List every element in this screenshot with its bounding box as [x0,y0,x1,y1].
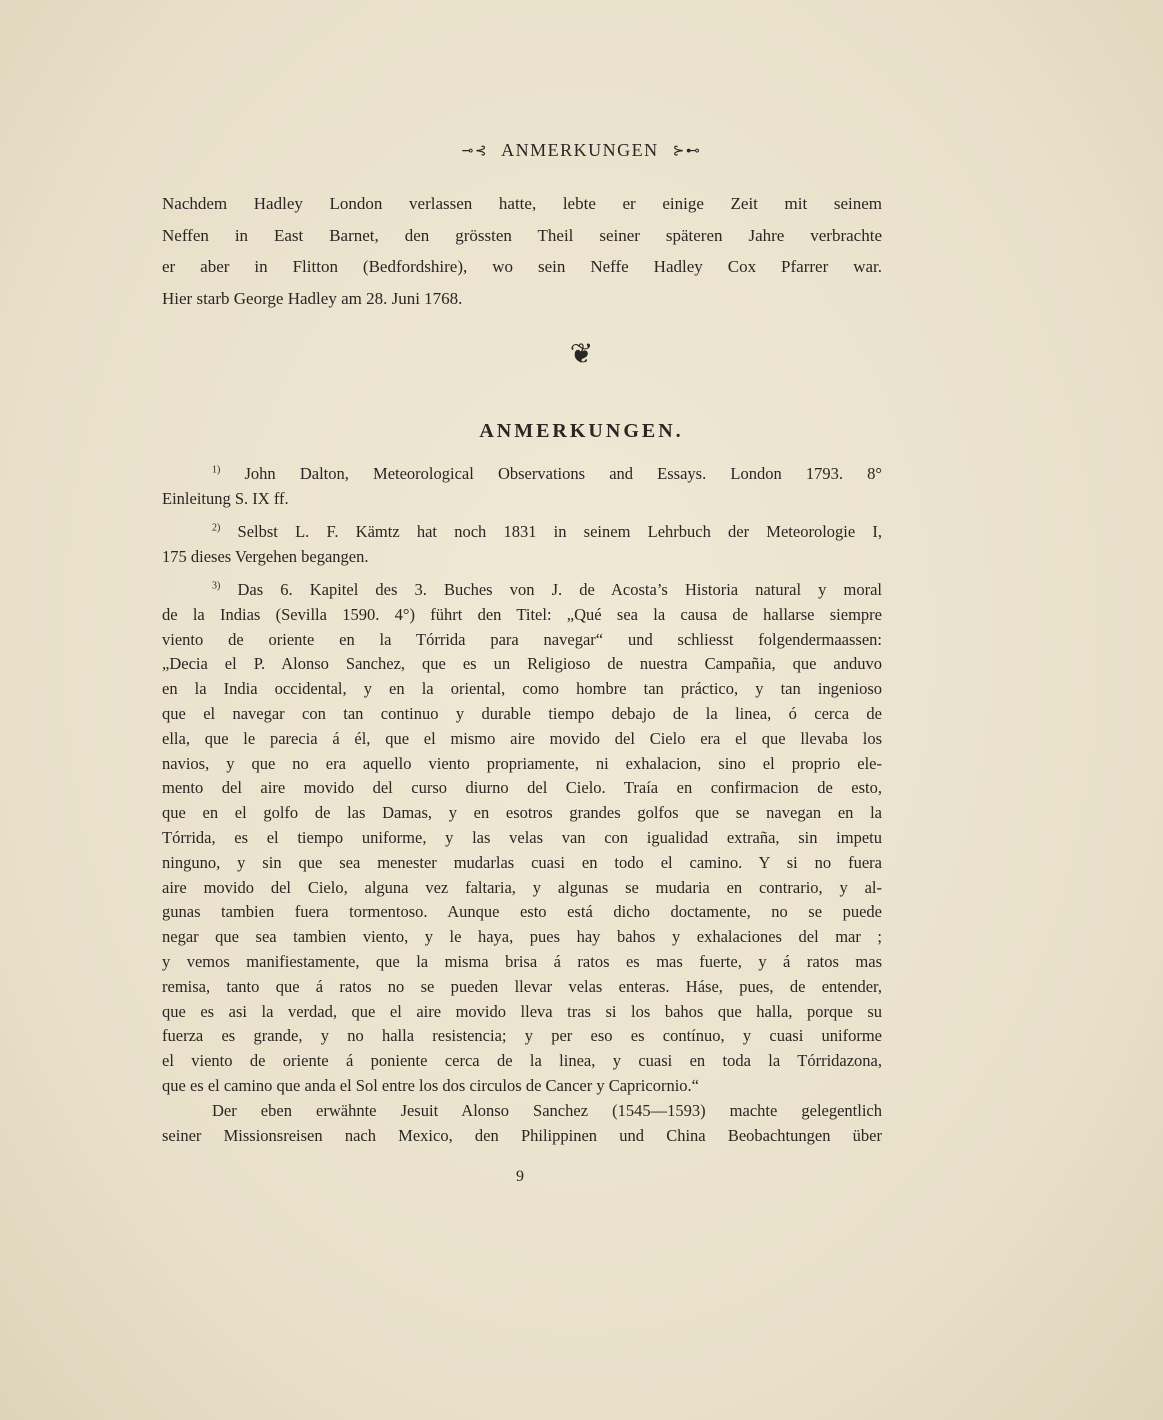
note-marker: 1) [212,464,221,476]
text-line: fuerza es grande, y no halla resistencia; y per eso es contínuo, y cuasi uniforme [162,1026,882,1046]
ornament-left-icon: ⊸⊰ [461,144,489,160]
text-line: seiner Missionsreisen nach Mexico, den Philippinen und China Beobachtungen über [162,1125,882,1145]
intro-paragraph [162,188,882,314]
text-line [162,520,882,545]
text-line: 175 dieses Vergehen begangen. [162,546,369,566]
text-line: Neffen in East Barnet, den grössten Theil seiner späteren Jahre verbrachte [162,225,882,245]
text-line [162,578,882,603]
page-number: 9 [516,1168,524,1185]
text-line: remisa, tanto que á ratos no se pueden llevar velas enteras. Háse, pues, de entender, [162,976,882,996]
note-marker: 2) [212,522,221,534]
text-line: en la India occidental, y en la oriental, como hombre tan práctico, y tan ingenioso [162,679,882,699]
fleuron-icon: ❦ [569,339,594,370]
text-line: que es asi la verdad, que el aire movido lleva tras si los bahos que halla, porque su [162,1001,882,1021]
text-line: gunas tambien fuera tormentoso. Aunque esto está dicho doctamente, no se puede [162,902,882,922]
note-2 [162,520,882,570]
text-line [162,462,882,487]
text-line: Der eben erwähnte Jesuit Alonso Sanchez (1545—1593) machte gelegentlich [212,1100,882,1120]
text-line: ella, que le parecia á él, que el mismo aire movido del Cielo era el que llevaba los [162,728,882,748]
ornament-right-icon: ⊱⊷ [672,144,702,160]
text-line: Tórrida, es el tiempo uniforme, y las velas van con igualidad extraña, sin impetu [162,827,882,847]
text-line: Hier starb George Hadley am 28. Juni 1768. [162,288,463,308]
note-text: Selbst L. F. Kämtz hat noch 1831 in seinem Lehrbuch der Meteorologie I, [237,522,883,541]
note-text: John Dalton, Meteorological Observations and Essays. London 1793. 8° [244,464,882,483]
text-line: viento de oriente en la Tórrida para navegar“ und schliesst folgendermaassen: [162,629,882,649]
text-line: ninguno, y sin que sea menester mudarlas cuasi en todo el camino. Y si no fuera [162,852,882,872]
text-line: Einleitung S. IX ff. [162,488,289,508]
text-line: y vemos manifiestamente, que la misma brisa á ratos es mas fuerte, y á ratos mas [162,951,882,971]
running-head-title: ANMERKUNGEN [501,140,659,160]
note-1 [162,462,882,512]
text-line: Nachdem Hadley London verlassen hatte, lebte er einige Zeit mit seinem [162,194,882,213]
text-line: el viento de oriente á poniente cerca de la linea, y cuasi en toda la Tórridazona, [162,1051,882,1071]
text-line: que es el camino que anda el Sol entre los dos circulos de Cancer y Capricornio.“ [162,1075,699,1095]
text-line: que en el golfo de las Damas, y en esotros grandes golfos que se navegan en la [162,803,882,823]
note-text: Das 6. Kapitel des 3. Buches von J. de Acosta’s Historia natural y moral [237,580,883,599]
note-3 [162,578,882,1148]
text-line: negar que sea tambien viento, y le haya, pues hay bahos y exhalaciones del mar ; [162,927,882,947]
text-line: er aber in Flitton (Bedfordshire), wo sein Neffe Hadley Cox Pfarrer war. [162,257,882,276]
text-line: de la Indias (Sevilla 1590. 4°) führt den Titel: „Qué sea la causa de hallarse siempre [162,604,882,624]
section-heading: ANMERKUNGEN. [479,420,684,442]
text-line: „Decia el P. Alonso Sanchez, que es un Religioso de nuestra Campañia, que anduvo [162,654,882,674]
text-line: que el navegar con tan continuo y durable tiempo debajo de la linea, ó cerca de [162,703,882,723]
text-line: navios, y que no era aquello viento propriamente, ni exhalacion, sino el proprio ele- [162,753,882,773]
note-marker: 3) [212,580,221,592]
text-line: aire movido del Cielo, alguna vez faltaria, y algunas se mudaria en contrario, y al- [162,877,882,897]
running-head [0,140,1163,161]
text-line: mento del aire movido del curso diurno del Cielo. Traía en confirmacion de esto, [162,778,882,798]
